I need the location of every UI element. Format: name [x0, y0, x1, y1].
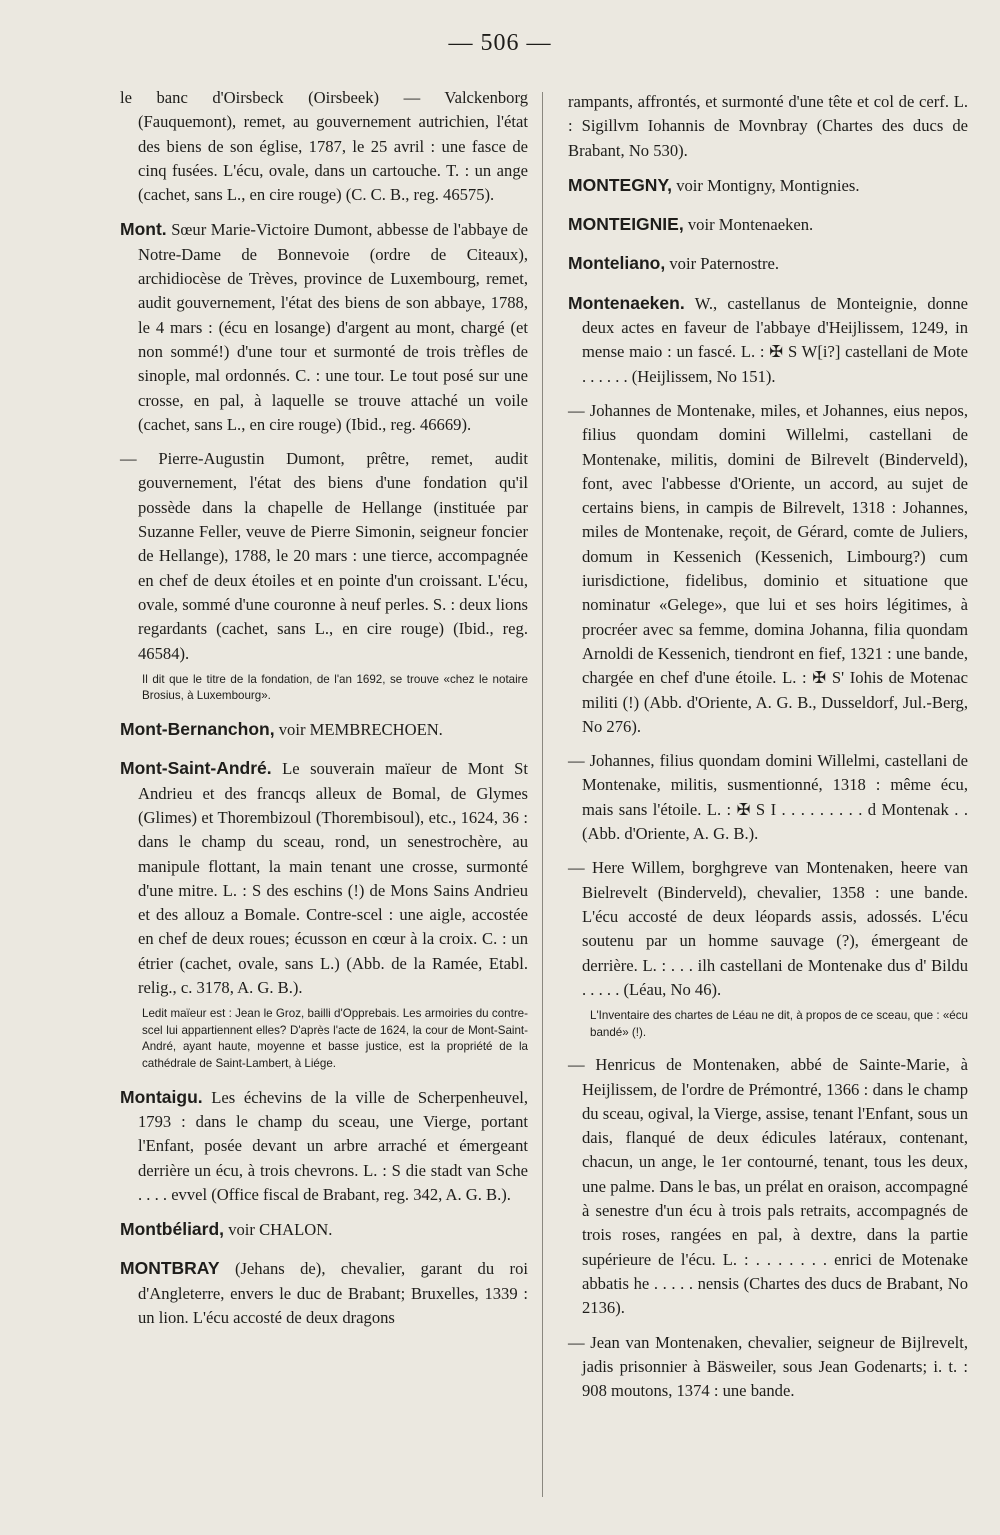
entry-text: rampants, affrontés, et surmonté d'une tête et col de cerf. L. : Sigillvm Iohannis de Movnbray (Chartes des ducs de Brabant, No 530).	[568, 92, 968, 160]
entry-heading: Montaigu.	[120, 1086, 203, 1107]
entry	[120, 217, 528, 437]
entry	[120, 86, 528, 207]
entry-heading: Mont-Bernanchon,	[120, 719, 275, 740]
entry-heading: MONTBRAY	[120, 1258, 220, 1279]
page-number: — 506 —	[448, 30, 552, 56]
entry-text: voir Paternostre.	[669, 254, 780, 274]
entry	[120, 1217, 528, 1242]
entry	[120, 1085, 528, 1207]
entry-heading: Montbéliard,	[120, 1219, 225, 1240]
entry-text: — Here Willem, borghgreve van Montenaken, heere van Bielrevelt (Binderveld), chevalier, 1358 : une bande. L'écu accosté de deux léopards assis, adossés. L'écu soutenu par un homme sauvage (?), émergeant de derrière. L. : . . . ilh castellani de Montenake dus d' Bildu . . . . . (Léau, No 46).	[568, 858, 968, 999]
right-column	[568, 90, 968, 1413]
entry-heading: MONTEGNY,	[568, 174, 673, 195]
entry	[568, 212, 968, 237]
entry	[120, 756, 528, 1000]
entry-text: voir Montenaeken.	[687, 215, 814, 235]
entry-text: — Pierre-Augustin Dumont, prêtre, remet, audit gouvernement, l'état des biens d'une fondation qu'il possède dans la chapelle de Hellange (instituée par Suzanne Feller, veuve de Pierre Simonin, seigneur foncier de Hellange), 1788, le 20 mars : une tierce, accompagnée en chef de deux étoiles et en pointe d'un croissant. L'écu, ovale, sommé d'une couronne à neuf perles. S. : deux lions regardants (cachet, sans L., en cire rouge) (Ibid., reg. 46584).	[120, 449, 528, 663]
footnote: Ledit maïeur est : Jean le Groz, bailli d'Opprebais. Les armoiries du contre-scel lui appartiennent elles? D'après l'acte de 1624, la cour de Mont-Saint-André, ayant haute, moyenne et basse justice, est la propriété de la cathédrale de Saint-Lambert, à Liége.	[142, 1007, 528, 1071]
entry-text: le banc d'Oirsbeck (Oirsbeek) — Valckenborg (Fauquemont), remet, au gouvernement autrichien, l'état des biens de son église, 1787, le 25 avril : une fasce de cinq fusées. L'écu, ovale, dans un cartouche. T. : un ange (cachet, sans L., en cire rouge) (C. C. B., reg. 46575).	[120, 88, 528, 205]
entry	[568, 399, 968, 739]
entry-text: Le souverain maïeur de Mont St Andrieu et des francqs alleux de Bomal, de Glymes (Glimes) et Thorembizoul (Thorembisoul), etc., 1624, 36 : dans le champ du sceau, rond, un senestrochère, au manipule flottant, la main tenant une crosse, surmonté d'une mitre. L. : S des eschins (!) de Mons Sains Andrieu et des allouz a Bomale. Contre-scel : une aigle, accostée en chef de deux roues; écusson en cœur à la croix. C. : un étrier (cachet, ovale, sans L.) (Abb. de la Ramée, Etabl. relig., c. 3178, A. G. B.).	[138, 759, 528, 997]
footnote: L'Inventaire des chartes de Léau ne dit, à propos de ce sceau, que : «écu bandé» (!).	[590, 1009, 968, 1039]
column-divider	[542, 92, 543, 1497]
entry-heading: Montenaeken.	[568, 292, 685, 313]
entry-text: — Johannes de Montenake, miles, et Johannes, eius nepos, filius quondam domini Willelmi, castellani de Montenake, militis, domini de Bilrevelt (Binderveld), font, avec l'abbesse d'Oriente, un accord, au sujet de certains biens, in campis de Bilrevelt, 1318 : Johannes, miles de Montenake, reçoit, de Gérard, comte de Juliers, domum in Kessenich (Kessenich, Limbourg?) cum iurisdictione, fidelibus, dominio et situatione que nominatur «Gelege», que lui et ses hoirs légitimes, à procréer avec sa femme, domina Johanna, filia quondam Arnoldi de Kessenich, tiendront en fief, 1321 : une bande, chargée en chef d'une étoile. L. : ✠ S' Iohis de Motenac militi (!) (Abb. d'Oriente, A. G. B., Dusseldorf, Jul.-Berg, No 276).	[568, 400, 968, 736]
entry-text: — Jean van Montenaken, chevalier, seigneur de Bijlrevelt, jadis prisonnier à Bäsweiler, sous Jean Godenarts; i. t. : 908 moutons, 1374 : une bande.	[568, 1332, 968, 1401]
entry-text: — Henricus de Montenaken, abbé de Sainte-Marie, à Heijlissem, de l'ordre de Prémontré, 1366 : dans le champ du sceau, ogival, la Vierge, assise, tenant l'Enfant, sous un dais, flanqué de deux édicules latéraux, contenant, chacun, un ange, le 1er contourné, tenant, tous les deux, une palme. Dans le bas, un prélat en oraison, accompagné à senestre d'un écu à trois pals retraits, accompagnés de trois roses, rangées en pal, à dextre, dans la partie supérieure de l'écu. L. : . . . . . . . enrici de Motenake abbatis he . . . . . nensis (Chartes des ducs de Brabant, No 2136).	[568, 1055, 968, 1318]
entry	[120, 717, 528, 742]
entry	[568, 856, 968, 1002]
entry-heading: MONTEIGNIE,	[568, 214, 684, 235]
entry-text: Les échevins de la ville de Scherpenheuvel, 1793 : dans le champ du sceau, une Vierge, portant l'Enfant, posée devant un arbre arraché et émergeant derrière un écu, à trois chevrons. L. : S die stadt van Sche . . . . evvel (Office fiscal de Brabant, reg. 342, A. G. B.).	[138, 1087, 528, 1204]
entry-text: voir MEMBRECHOEN.	[278, 720, 443, 740]
entry-text: voir Montigny, Montignies.	[676, 175, 860, 195]
entry	[568, 1053, 968, 1320]
footnote: Il dit que le titre de la fondation, de l'an 1692, se trouve «chez le notaire Brosius, à Luxembourg».	[142, 672, 528, 703]
entry	[120, 1256, 528, 1330]
entry	[568, 251, 968, 276]
entry-text: Sœur Marie-Victoire Dumont, abbesse de l'abbaye de Notre-Dame de Bonnevoie (ordre de Citeaux), archidiocèse de Trèves, province de Luxembourg, remet, audit gouvernement, l'état des biens de son abbaye, 1788, le 4 mars : (écu en losange) d'argent au mont, chargé (et non sommé!) d'une tour et surmonté de trois trèfles de sinople, mal ordonnés. C. : une tour. Le tout posé sur une crosse, en pal, à laquelle se trouve attaché un voile (cachet, sans L., en cire rouge) (Ibid., reg. 46669).	[138, 220, 529, 434]
entry-heading: Monteliano,	[568, 253, 666, 274]
entry-text: W., castellanus de Monteignie, donne deux actes en faveur de l'abbaye d'Heijlissem, 1249, in mense maio : un fascé. L. : ✠ S W[i?] castellani de Mote . . . . . . (Heijlissem, No 151).	[582, 293, 968, 386]
entry-heading: Mont.	[120, 219, 167, 240]
left-column	[120, 86, 528, 1340]
entry	[568, 1331, 968, 1404]
entry-text: — Johannes, filius quondam domini Willelmi, castellani de Montenake, militis, susmentionné, 1318 : même écu, mais sans l'étoile. L. : ✠ S I . . . . . . . . . d Montenak . . (Abb. d'Oriente, A. G. B.).	[568, 751, 968, 844]
entry	[568, 173, 968, 198]
entry-heading: Mont-Saint-André.	[120, 758, 272, 779]
entry	[568, 749, 968, 846]
entry	[568, 90, 968, 163]
entry	[120, 447, 528, 666]
entry-text: voir CHALON.	[228, 1220, 333, 1240]
entry-text: (Jehans de), chevalier, garant du roi d'Angleterre, envers le duc de Brabant; Bruxelles, 1339 : un lion. L'écu accosté de deux dragons	[138, 1259, 528, 1328]
entry	[568, 291, 968, 389]
